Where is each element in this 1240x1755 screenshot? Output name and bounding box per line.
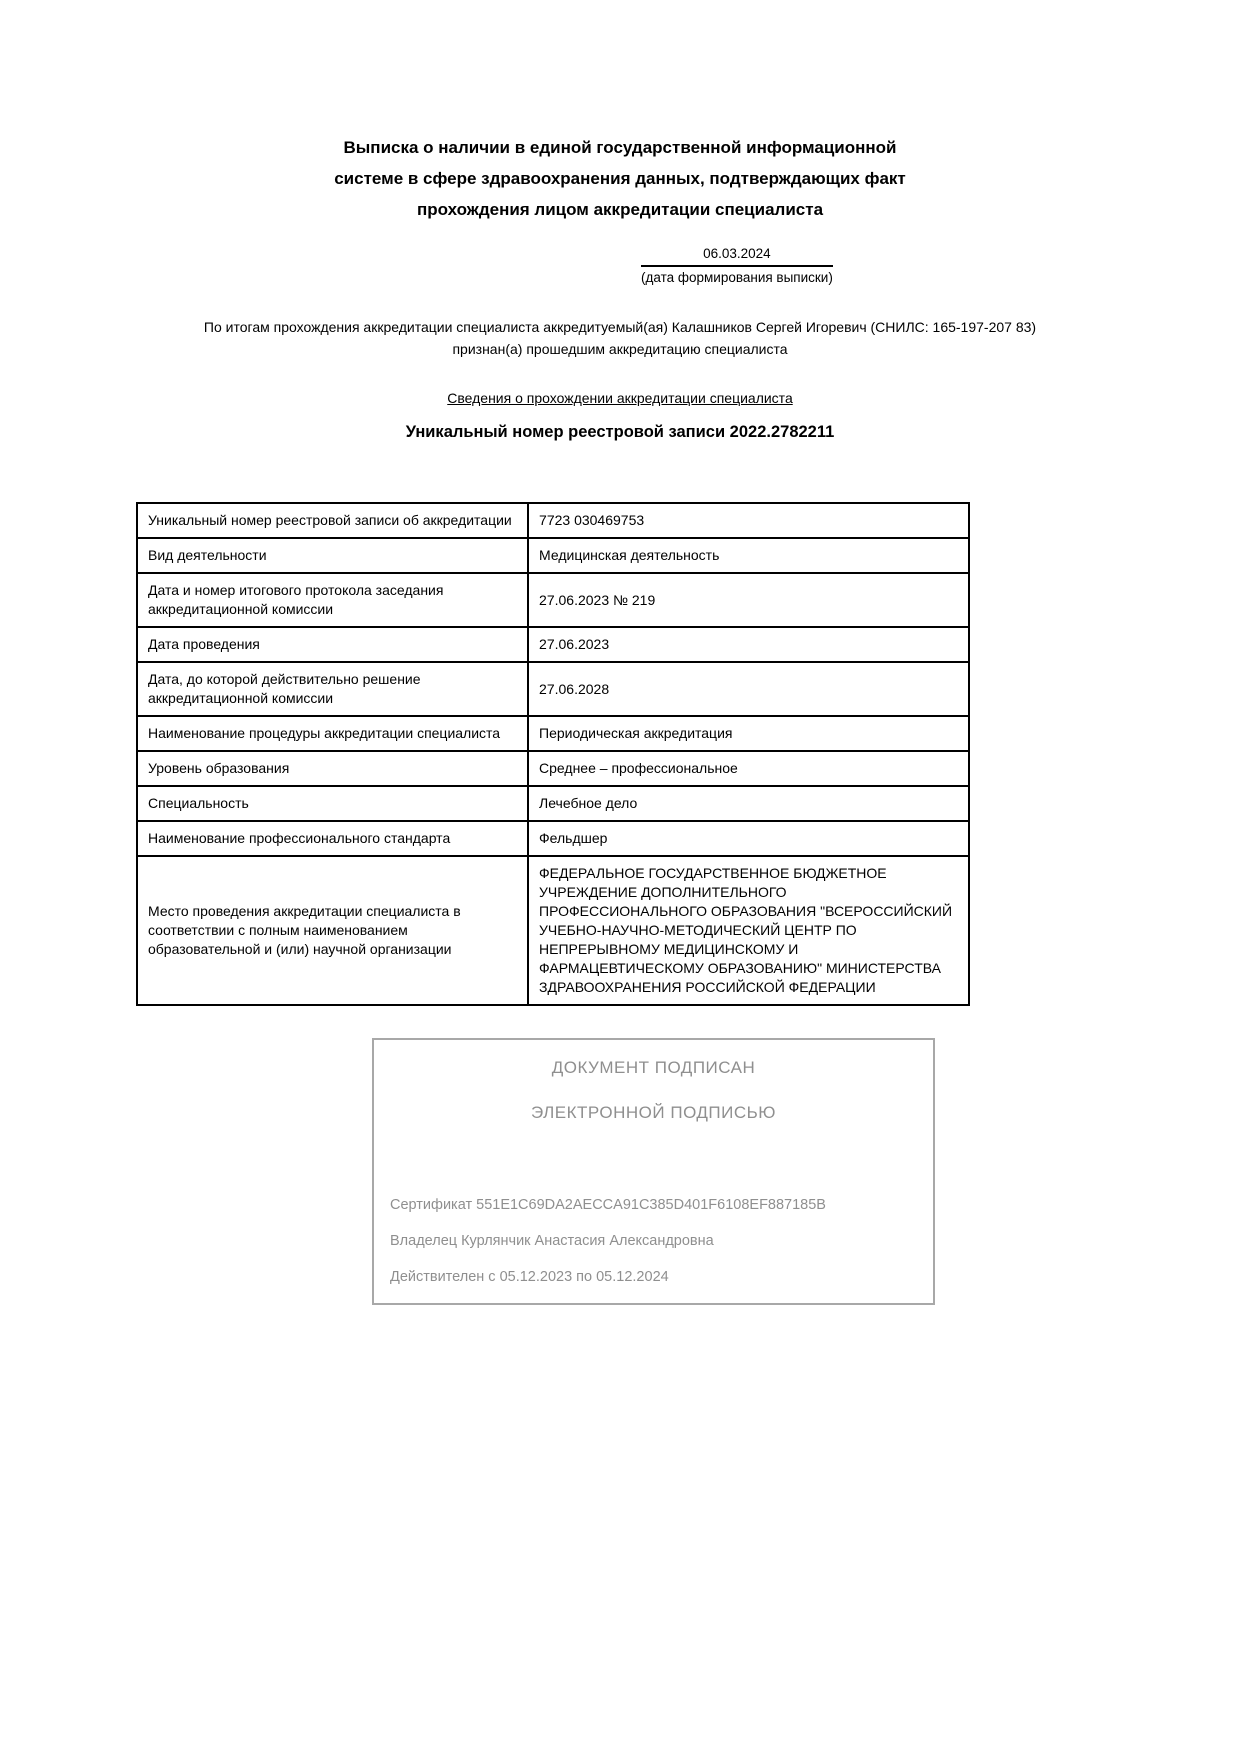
table-row-value: Фельдшер (528, 821, 969, 856)
page-title-line-3: прохождения лицом аккредитации специалиста (416, 200, 824, 219)
table-row-label: Уровень образования (137, 751, 528, 786)
table-row (137, 503, 969, 538)
formation-date-caption: (дата формирования выписки) (641, 270, 833, 285)
signature-validity-line: Действителен с 05.12.2023 по 05.12.2024 (390, 1269, 669, 1285)
table-row-value: Лечебное дело (528, 786, 969, 821)
page-title-line-2: системе в сфере здравоохранения данных, подтверждающих факт (334, 169, 906, 188)
signature-title-line-1: ДОКУМЕНТ ПОДПИСАН (551, 1058, 756, 1077)
intro-paragraph: По итогам прохождения аккредитации специалиста аккредитуемый(ая) Калашников Сергей Игоревич (СНИЛС: 165-197-207 83) признан(а) прошедшим аккредитацию специалиста (203, 319, 1037, 357)
table-row-value: ФЕДЕРАЛЬНОЕ ГОСУДАРСТВЕННОЕ БЮДЖЕТНОЕ УЧРЕЖДЕНИЕ ДОПОЛНИТЕЛЬНОГО ПРОФЕССИОНАЛЬНОГО ОБРАЗОВАНИЯ "ВСЕРОССИЙСКИЙ УЧЕБНО-НАУЧНО-МЕТОДИЧЕСКИЙ ЦЕНТР ПО НЕПРЕРЫВНОМУ МЕДИЦИНСКОМУ И ФАРМАЦЕВТИЧЕСКОМУ ОБРАЗОВАНИЮ" МИНИСТЕРСТВА ЗДРАВООХРАНЕНИЯ РОССИЙСКОЙ ФЕДЕРАЦИИ (528, 856, 969, 1005)
table-row-value: 27.06.2023 (528, 627, 969, 662)
section-heading: Сведения о прохождении аккредитации специалиста (447, 390, 793, 406)
table-row (137, 856, 969, 1005)
table-row-label: Уникальный номер реестровой записи об аккредитации (137, 503, 528, 538)
table-row-value: Медицинская деятельность (528, 538, 969, 573)
table-row-value: Среднее – профессиональное (528, 751, 969, 786)
table-row-label: Наименование процедуры аккредитации специалиста (137, 716, 528, 751)
table-row-label: Дата проведения (137, 627, 528, 662)
table-row-value: Периодическая аккредитация (528, 716, 969, 751)
table-row-label: Специальность (137, 786, 528, 821)
formation-date-value: 06.03.2024 (641, 245, 833, 267)
table-row (137, 662, 969, 716)
table-row-label: Дата и номер итогового протокола заседания аккредитационной комиссии (137, 573, 528, 627)
table-row (137, 751, 969, 786)
accreditation-table (136, 502, 970, 1006)
registry-number-heading: Уникальный номер реестровой записи 2022.2782211 (405, 423, 835, 441)
page-title-line-1: Выписка о наличии в единой государственной информационной (343, 138, 897, 157)
signature-box (372, 1038, 935, 1305)
table-row-label: Дата, до которой действительно решение аккредитационной комиссии (137, 662, 528, 716)
signature-title-line-2: ЭЛЕКТРОННОЙ ПОДПИСЬЮ (531, 1103, 776, 1122)
page-title (0, 132, 1240, 225)
table-row-label: Вид деятельности (137, 538, 528, 573)
table-row (137, 573, 969, 627)
table-row (137, 716, 969, 751)
table-row (137, 821, 969, 856)
formation-date-block (641, 245, 833, 286)
table-row-label: Место проведения аккредитации специалиста в соответствии с полным наименованием образовательной и (или) научной организации (137, 856, 528, 1005)
table-row (137, 786, 969, 821)
table-row-label: Наименование профессионального стандарта (137, 821, 528, 856)
table-row (137, 627, 969, 662)
table-row-value: 7723 030469753 (528, 503, 969, 538)
signature-owner-line: Владелец Курлянчик Анастасия Александровна (390, 1233, 714, 1249)
signature-certificate-line: Сертификат 551E1C69DA2AECCA91C385D401F6108EF887185B (390, 1197, 826, 1213)
table-row-value: 27.06.2023 № 219 (528, 573, 969, 627)
table-row (137, 538, 969, 573)
accreditation-table-body (137, 503, 969, 1005)
table-row-value: 27.06.2028 (528, 662, 969, 716)
